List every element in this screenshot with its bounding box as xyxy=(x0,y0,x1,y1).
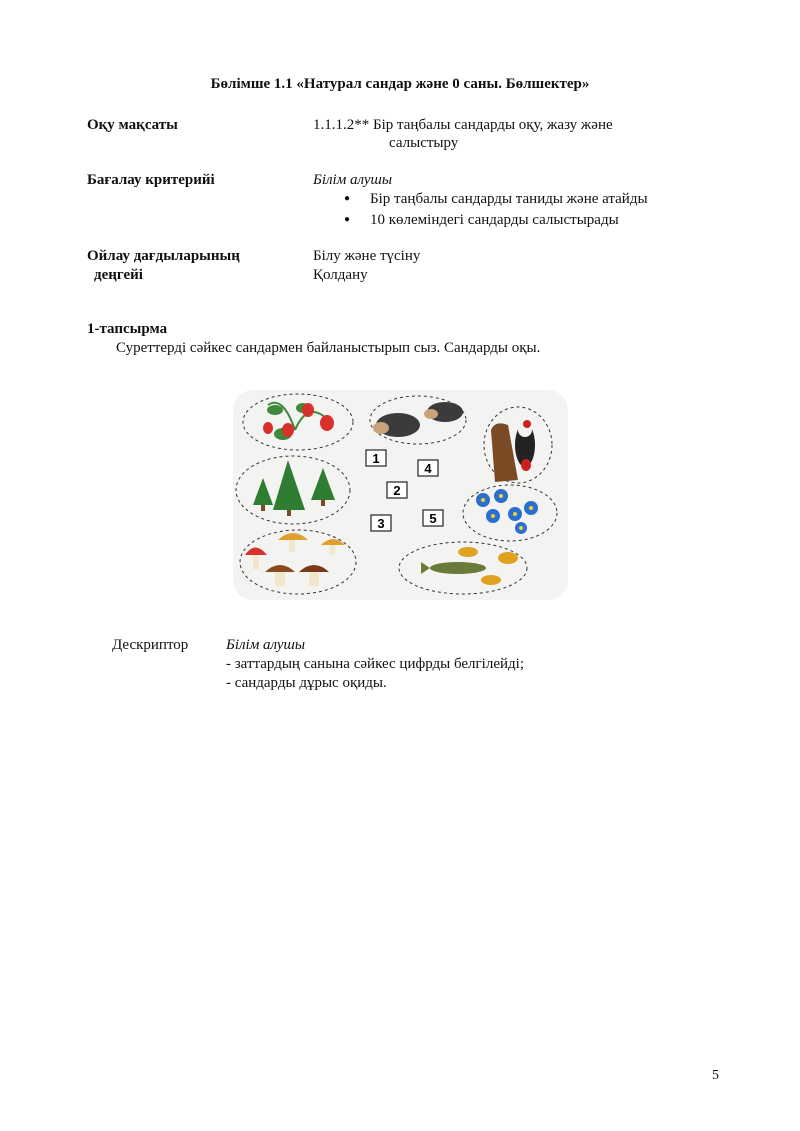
criteria-learner: Білім алушы xyxy=(313,172,393,188)
descriptor-item: - заттардың санына сәйкес цифрды белгілейді; xyxy=(226,656,524,672)
page-number: 5 xyxy=(712,1068,719,1083)
fish-icon xyxy=(421,547,518,585)
thinking-label-line1: Ойлау дағдыларының xyxy=(87,248,240,264)
page-title: Бөлімше 1.1 «Натурал сандар және 0 саны. Бөлшектер» xyxy=(210,76,590,92)
descriptor-learner: Білім алушы xyxy=(226,637,306,653)
number-label: 3 xyxy=(377,516,385,531)
hedgehog-icon xyxy=(373,402,463,437)
task-instruction: Суреттерді сәйкес сандармен байланыстырып сыз. Сандарды оқы. xyxy=(116,340,541,356)
number-label: 1 xyxy=(372,451,380,466)
number-label: 4 xyxy=(424,461,432,476)
objectives-line2: салыстыру xyxy=(389,135,459,151)
criteria-item: ● Бір таңбалы сандарды таниды және атайды xyxy=(340,191,648,212)
thinking-label-line2: деңгейі xyxy=(94,267,143,283)
woodpecker-icon xyxy=(491,420,535,482)
criteria-item: ● 10 көлеміндегі сандарды салыстырады xyxy=(340,212,648,233)
criteria-label: Бағалау критерийі xyxy=(87,172,215,188)
descriptor-item: - сандарды дұрыс оқиды. xyxy=(226,675,387,691)
tree-icon xyxy=(253,460,335,516)
counting-illustration xyxy=(233,390,568,600)
number-label: 5 xyxy=(429,511,437,526)
criteria-list xyxy=(340,191,648,233)
number-label: 2 xyxy=(393,483,401,498)
strawberry-icon xyxy=(263,403,334,440)
task-label: 1-тапсырма xyxy=(87,321,168,337)
objectives-line1: 1.1.1.2** Бір таңбалы сандарды оқу, жазу және xyxy=(313,117,613,133)
task-picture xyxy=(233,390,568,600)
flower-icon xyxy=(476,489,538,534)
mushroom-icon xyxy=(245,533,345,586)
objectives-label: Оқу мақсаты xyxy=(87,117,178,133)
thinking-value-line2: Қолдану xyxy=(313,267,368,283)
thinking-value-line1: Білу және түсіну xyxy=(313,248,421,264)
descriptor-label: Дескриптор xyxy=(112,637,189,653)
